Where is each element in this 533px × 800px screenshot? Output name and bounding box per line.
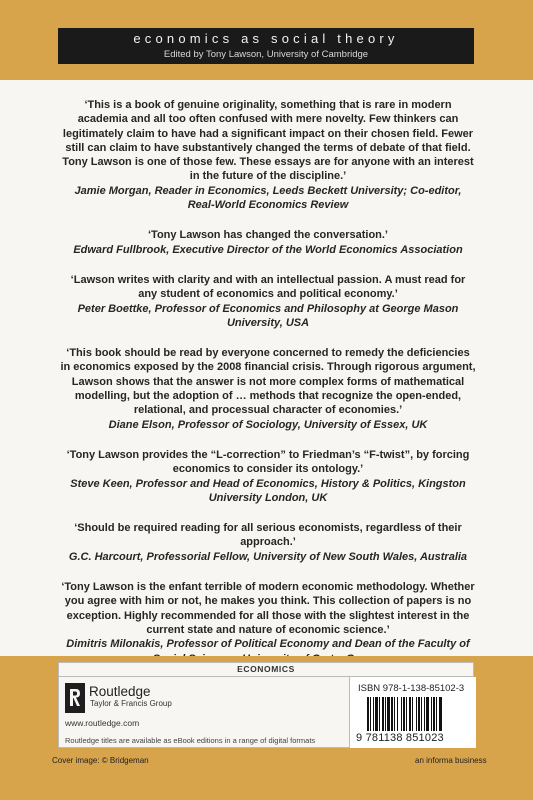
barcode-bar bbox=[387, 697, 390, 731]
barcode-bar bbox=[394, 697, 395, 731]
quote-text: ‘This is a book of genuine originality, something that is rare in modern academia and all too often confused with mere novelty. Few thinkers can legitimately claim to have had a significant impact on their chosen field. Fewer still can claim to have substantively changed the terms of debate of that field. Tony Lawson is one of those few. These essays are for anyone with an interest in the future of the discipline.’ bbox=[62, 99, 474, 183]
barcode-bar bbox=[375, 697, 378, 731]
publisher-website: www.routledge.com bbox=[65, 718, 140, 728]
barcode-bar bbox=[391, 697, 393, 731]
barcode-bar bbox=[401, 697, 402, 731]
barcode-bar bbox=[421, 697, 422, 731]
barcode-panel bbox=[349, 677, 476, 748]
barcode-bar bbox=[379, 697, 380, 731]
publisher-group: Taylor & Francis Group bbox=[90, 699, 172, 708]
barcode-bar bbox=[385, 697, 386, 731]
barcode-bar bbox=[416, 697, 417, 731]
quote-text: ‘This book should be read by everyone concerned to remedy the deficiencies in economics exposed by the 2008 financial crisis. Through rigorous argument, Lawson shows that the answer is not more complex forms of mathematical modelling, but the adoption of … methods that recognize the open-ended, relational, and processual character of economies.’ bbox=[60, 347, 476, 417]
endorsement-quote bbox=[60, 448, 476, 505]
formats-note: Routledge titles are available as eBook editions in a range of digital formats bbox=[65, 736, 316, 745]
attribution-line: Jamie Morgan, Reader in Economics, Leeds Beckett University; bbox=[74, 184, 408, 197]
quote-text: ‘Should be required reading for all serious economists, regardless of their approach.’ bbox=[74, 522, 462, 549]
barcode-bar bbox=[367, 697, 369, 731]
endorsement-quote bbox=[60, 346, 476, 432]
barcode-bar bbox=[418, 697, 420, 731]
quote-text: ‘Lawson writes with clarity and with an intellectual passion. A must read for any student of economics and political economy.’ bbox=[70, 273, 466, 301]
quote-attribution bbox=[60, 184, 476, 213]
series-title: economics as social theory bbox=[133, 31, 399, 46]
endorsement-quote bbox=[60, 273, 476, 330]
barcode-bar bbox=[406, 697, 407, 731]
endorsement-quote bbox=[60, 228, 476, 257]
barcode-bar bbox=[397, 697, 398, 731]
barcode-digits: 9 781138 851023 bbox=[356, 732, 444, 744]
barcode-bar bbox=[403, 697, 405, 731]
barcode-bar bbox=[370, 697, 371, 731]
endorsement-quote bbox=[60, 580, 476, 666]
barcode-bar bbox=[373, 697, 374, 731]
quote-text: ‘Tony Lawson has changed the conversation.’ bbox=[147, 229, 388, 242]
barcode-graphic bbox=[366, 697, 468, 731]
barcode-bar bbox=[412, 697, 413, 731]
quote-attribution: Edward Fullbrook, Executive Director of the World Economics Association bbox=[73, 243, 463, 256]
quote-attribution: Steve Keen, Professor and Head of Economics, History & Politics, Kingston University London, UK bbox=[70, 477, 466, 504]
series-header bbox=[58, 28, 474, 64]
endorsement-quote bbox=[60, 98, 476, 212]
barcode-bar bbox=[433, 697, 435, 731]
endorsements bbox=[60, 98, 476, 682]
series-editor: Edited by Tony Lawson, University of Cambridge bbox=[163, 49, 369, 60]
publisher-name: Routledge bbox=[89, 684, 151, 699]
barcode-bar bbox=[436, 697, 437, 731]
quote-attribution: G.C. Harcourt, Professorial Fellow, University of New South Wales, Australia bbox=[68, 550, 468, 563]
quote-attribution: Diane Elson, Professor of Sociology, University of Essex, UK bbox=[108, 418, 428, 431]
barcode-bar bbox=[439, 697, 442, 731]
quote-attribution: Dimitris Milonakis, Professor of Political Economy and Dean of the Faculty of bbox=[66, 638, 470, 651]
endorsement-quote bbox=[60, 521, 476, 564]
barcode-bar bbox=[431, 697, 432, 731]
barcode-bar bbox=[409, 697, 411, 731]
barcode-bar bbox=[424, 697, 425, 731]
barcode-bar bbox=[382, 697, 384, 731]
quote-text: ‘Tony Lawson is the enfant terrible of modern economic methodology. Whether you agree with him or not, he makes you think. This collection of papers is no exception. Highly recommended for all those with the slightest interest in the current state and nature of economic science.’ bbox=[61, 581, 475, 636]
isbn: ISBN 978-1-138-85102-3 bbox=[358, 683, 465, 694]
cover-credit: Cover image: © Bridgeman bbox=[52, 756, 149, 765]
attribution-line: Co-editor, Real-World Economics Review bbox=[187, 184, 462, 212]
subject-category: ECONOMICS bbox=[59, 663, 473, 677]
quote-text: ‘Tony Lawson provides the “L-correction” to Friedman’s “F-twist”, by forcing economics to consider its ontology.’ bbox=[66, 448, 470, 476]
publisher-panel bbox=[58, 662, 474, 748]
barcode-bar bbox=[426, 697, 429, 731]
informa-tagline: an informa business bbox=[415, 756, 487, 765]
routledge-logo-icon bbox=[65, 683, 85, 713]
quote-attribution: Peter Boettke, Professor of Economics and Philosophy at George Mason University, USA bbox=[77, 302, 459, 329]
